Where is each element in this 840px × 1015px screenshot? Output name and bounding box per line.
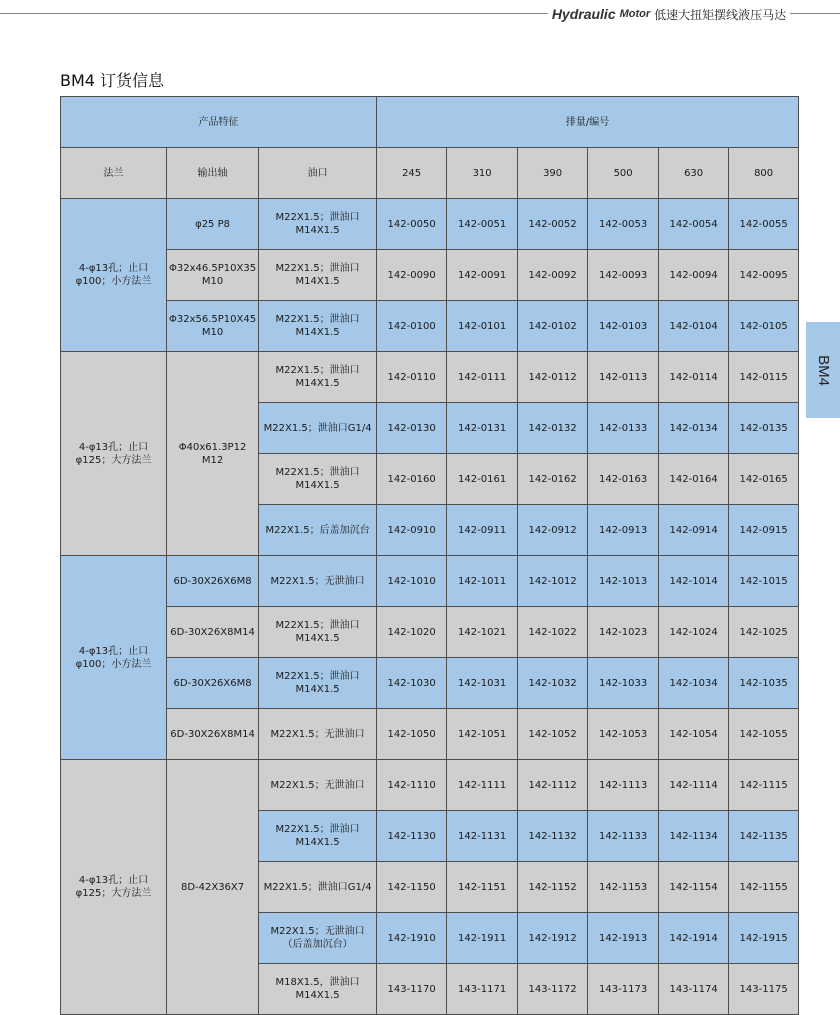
page-title: BM4 订货信息 bbox=[60, 71, 165, 90]
part-number-cell: 142-1131 bbox=[447, 811, 518, 862]
part-number-cell: 142-0914 bbox=[659, 505, 729, 556]
column-header-displacement: 310 bbox=[447, 148, 518, 199]
part-number-cell: 142-1153 bbox=[588, 862, 659, 913]
port-cell: M22X1.5；泄油口M14X1.5 bbox=[259, 454, 377, 505]
side-tab-label: BM4 bbox=[814, 354, 832, 386]
part-number-cell: 142-0092 bbox=[518, 250, 588, 301]
header-rule-right bbox=[790, 13, 840, 14]
part-number-cell: 142-0163 bbox=[588, 454, 659, 505]
header-row-columns bbox=[61, 148, 799, 199]
part-number-cell: 142-1025 bbox=[729, 607, 799, 658]
port-cell: M22X1.5；泄油口G1/4 bbox=[259, 403, 377, 454]
part-number-cell: 142-1130 bbox=[377, 811, 447, 862]
part-number-cell: 142-0051 bbox=[447, 199, 518, 250]
part-number-cell: 142-1914 bbox=[659, 913, 729, 964]
shaft-cell: 8D-42X36X7 bbox=[167, 760, 259, 1015]
part-number-cell: 142-1032 bbox=[518, 658, 588, 709]
table-row bbox=[61, 352, 799, 403]
shaft-cell: 6D-30X26X6M8 bbox=[167, 658, 259, 709]
part-number-cell: 142-1111 bbox=[447, 760, 518, 811]
flange-cell: 4-φ13孔；止口φ100；小方法兰 bbox=[61, 199, 167, 352]
part-number-cell: 142-0913 bbox=[588, 505, 659, 556]
table-row bbox=[61, 556, 799, 607]
part-number-cell: 142-1135 bbox=[729, 811, 799, 862]
port-cell: M22X1.5；泄油口M14X1.5 bbox=[259, 352, 377, 403]
column-header-displacement: 390 bbox=[518, 148, 588, 199]
flange-cell: 4-φ13孔；止口φ125；大方法兰 bbox=[61, 352, 167, 556]
part-number-cell: 142-0090 bbox=[377, 250, 447, 301]
part-number-cell: 142-0113 bbox=[588, 352, 659, 403]
shaft-cell: 6D-30X26X8M14 bbox=[167, 709, 259, 760]
part-number-cell: 142-1912 bbox=[518, 913, 588, 964]
part-number-cell: 142-1013 bbox=[588, 556, 659, 607]
flange-cell: 4-φ13孔；止口φ125；大方法兰 bbox=[61, 760, 167, 1015]
part-number-cell: 143-1174 bbox=[659, 964, 729, 1015]
table-row bbox=[61, 658, 799, 709]
group-header-features: 产品特征 bbox=[61, 97, 377, 148]
part-number-cell: 142-1152 bbox=[518, 862, 588, 913]
part-number-cell: 142-0114 bbox=[659, 352, 729, 403]
part-number-cell: 142-0105 bbox=[729, 301, 799, 352]
column-header-displacement: 500 bbox=[588, 148, 659, 199]
part-number-cell: 142-1033 bbox=[588, 658, 659, 709]
table-row bbox=[61, 709, 799, 760]
port-cell: M22X1.5；无泄油口 bbox=[259, 709, 377, 760]
shaft-cell: Φ32x46.5P10X35 M10 bbox=[167, 250, 259, 301]
part-number-cell: 142-1115 bbox=[729, 760, 799, 811]
part-number-cell: 142-1012 bbox=[518, 556, 588, 607]
port-cell: M22X1.5；泄油口M14X1.5 bbox=[259, 811, 377, 862]
part-number-cell: 142-1113 bbox=[588, 760, 659, 811]
part-number-cell: 142-1031 bbox=[447, 658, 518, 709]
part-number-cell: 142-1010 bbox=[377, 556, 447, 607]
part-number-cell: 142-1020 bbox=[377, 607, 447, 658]
part-number-cell: 142-1133 bbox=[588, 811, 659, 862]
part-number-cell: 142-1054 bbox=[659, 709, 729, 760]
part-number-cell: 142-0104 bbox=[659, 301, 729, 352]
shaft-cell: 6D-30X26X8M14 bbox=[167, 607, 259, 658]
part-number-cell: 142-1910 bbox=[377, 913, 447, 964]
part-number-cell: 142-1154 bbox=[659, 862, 729, 913]
part-number-cell: 143-1172 bbox=[518, 964, 588, 1015]
part-number-cell: 142-0110 bbox=[377, 352, 447, 403]
port-cell: M22X1.5；无泄油口（后盖加沉台） bbox=[259, 913, 377, 964]
brand-name: Hydraulic bbox=[551, 6, 616, 22]
part-number-cell: 142-0161 bbox=[447, 454, 518, 505]
part-number-cell: 142-0130 bbox=[377, 403, 447, 454]
part-number-cell: 142-1913 bbox=[588, 913, 659, 964]
part-number-cell: 142-1015 bbox=[729, 556, 799, 607]
part-number-cell: 142-0135 bbox=[729, 403, 799, 454]
port-cell: M22X1.5；泄油口M14X1.5 bbox=[259, 658, 377, 709]
port-cell: M22X1.5；无泄油口 bbox=[259, 760, 377, 811]
part-number-cell: 142-0160 bbox=[377, 454, 447, 505]
part-number-cell: 142-0103 bbox=[588, 301, 659, 352]
part-number-cell: 142-0164 bbox=[659, 454, 729, 505]
part-number-cell: 142-0131 bbox=[447, 403, 518, 454]
table-row bbox=[61, 250, 799, 301]
part-number-cell: 142-0093 bbox=[588, 250, 659, 301]
column-header-shaft: 输出轴 bbox=[167, 148, 259, 199]
part-number-cell: 142-0165 bbox=[729, 454, 799, 505]
part-number-cell: 142-0115 bbox=[729, 352, 799, 403]
part-number-cell: 142-0094 bbox=[659, 250, 729, 301]
part-number-cell: 142-1051 bbox=[447, 709, 518, 760]
part-number-cell: 143-1175 bbox=[729, 964, 799, 1015]
part-number-cell: 142-1030 bbox=[377, 658, 447, 709]
part-number-cell: 142-1134 bbox=[659, 811, 729, 862]
part-number-cell: 142-1150 bbox=[377, 862, 447, 913]
part-number-cell: 142-1911 bbox=[447, 913, 518, 964]
part-number-cell: 143-1173 bbox=[588, 964, 659, 1015]
part-number-cell: 142-1022 bbox=[518, 607, 588, 658]
column-header-displacement: 800 bbox=[729, 148, 799, 199]
part-number-cell: 142-1151 bbox=[447, 862, 518, 913]
brand-header bbox=[548, 4, 790, 24]
table-row bbox=[61, 607, 799, 658]
part-number-cell: 142-0053 bbox=[588, 199, 659, 250]
table-row bbox=[61, 199, 799, 250]
port-cell: M22X1.5；泄油口M14X1.5 bbox=[259, 607, 377, 658]
part-number-cell: 143-1170 bbox=[377, 964, 447, 1015]
part-number-cell: 143-1171 bbox=[447, 964, 518, 1015]
part-number-cell: 142-0162 bbox=[518, 454, 588, 505]
column-header-port: 油口 bbox=[259, 148, 377, 199]
part-number-cell: 142-0911 bbox=[447, 505, 518, 556]
part-number-cell: 142-0055 bbox=[729, 199, 799, 250]
part-number-cell: 142-1035 bbox=[729, 658, 799, 709]
column-header-flange: 法兰 bbox=[61, 148, 167, 199]
part-number-cell: 142-1052 bbox=[518, 709, 588, 760]
part-number-cell: 142-0910 bbox=[377, 505, 447, 556]
port-cell: M22X1.5；泄油口M14X1.5 bbox=[259, 199, 377, 250]
shaft-cell: Φ32x56.5P10X45 M10 bbox=[167, 301, 259, 352]
part-number-cell: 142-0100 bbox=[377, 301, 447, 352]
part-number-cell: 142-1021 bbox=[447, 607, 518, 658]
part-number-cell: 142-0915 bbox=[729, 505, 799, 556]
column-header-displacement: 630 bbox=[659, 148, 729, 199]
shaft-cell: φ25 P8 bbox=[167, 199, 259, 250]
group-header-codes: 排量/编号 bbox=[377, 97, 799, 148]
part-number-cell: 142-0102 bbox=[518, 301, 588, 352]
part-number-cell: 142-1014 bbox=[659, 556, 729, 607]
shaft-cell: 6D-30X26X6M8 bbox=[167, 556, 259, 607]
port-cell: M22X1.5；无泄油口 bbox=[259, 556, 377, 607]
port-cell: M18X1.5，泄油口M14X1.5 bbox=[259, 964, 377, 1015]
part-number-cell: 142-0054 bbox=[659, 199, 729, 250]
table-row bbox=[61, 760, 799, 811]
section-side-tab bbox=[806, 322, 840, 418]
part-number-cell: 142-1023 bbox=[588, 607, 659, 658]
part-number-cell: 142-0112 bbox=[518, 352, 588, 403]
column-header-displacement: 245 bbox=[377, 148, 447, 199]
port-cell: M22X1.5；泄油口M14X1.5 bbox=[259, 250, 377, 301]
table-row bbox=[61, 301, 799, 352]
part-number-cell: 142-1053 bbox=[588, 709, 659, 760]
port-cell: M22X1.5；后盖加沉台 bbox=[259, 505, 377, 556]
part-number-cell: 142-1011 bbox=[447, 556, 518, 607]
brand-chinese-name: 低速大扭矩摆线液压马达 bbox=[654, 7, 787, 22]
part-number-cell: 142-0091 bbox=[447, 250, 518, 301]
part-number-cell: 142-1112 bbox=[518, 760, 588, 811]
part-number-cell: 142-1024 bbox=[659, 607, 729, 658]
part-number-cell: 142-1114 bbox=[659, 760, 729, 811]
header-rule-left bbox=[0, 13, 548, 14]
part-number-cell: 142-0134 bbox=[659, 403, 729, 454]
part-number-cell: 142-1055 bbox=[729, 709, 799, 760]
part-number-cell: 142-0133 bbox=[588, 403, 659, 454]
shaft-cell: Φ40x61.3P12 M12 bbox=[167, 352, 259, 556]
port-cell: M22X1.5；泄油口G1/4 bbox=[259, 862, 377, 913]
part-number-cell: 142-1110 bbox=[377, 760, 447, 811]
part-number-cell: 142-1915 bbox=[729, 913, 799, 964]
part-number-cell: 142-0132 bbox=[518, 403, 588, 454]
part-number-cell: 142-0095 bbox=[729, 250, 799, 301]
part-number-cell: 142-1050 bbox=[377, 709, 447, 760]
part-number-cell: 142-1034 bbox=[659, 658, 729, 709]
part-number-cell: 142-1155 bbox=[729, 862, 799, 913]
part-number-cell: 142-0912 bbox=[518, 505, 588, 556]
order-info-table bbox=[60, 96, 799, 1015]
part-number-cell: 142-0052 bbox=[518, 199, 588, 250]
header-row-groups bbox=[61, 97, 799, 148]
part-number-cell: 142-0050 bbox=[377, 199, 447, 250]
flange-cell: 4-φ13孔；止口φ100；小方法兰 bbox=[61, 556, 167, 760]
port-cell: M22X1.5；泄油口M14X1.5 bbox=[259, 301, 377, 352]
brand-subtitle: Motor bbox=[619, 8, 651, 20]
part-number-cell: 142-0111 bbox=[447, 352, 518, 403]
part-number-cell: 142-1132 bbox=[518, 811, 588, 862]
part-number-cell: 142-0101 bbox=[447, 301, 518, 352]
